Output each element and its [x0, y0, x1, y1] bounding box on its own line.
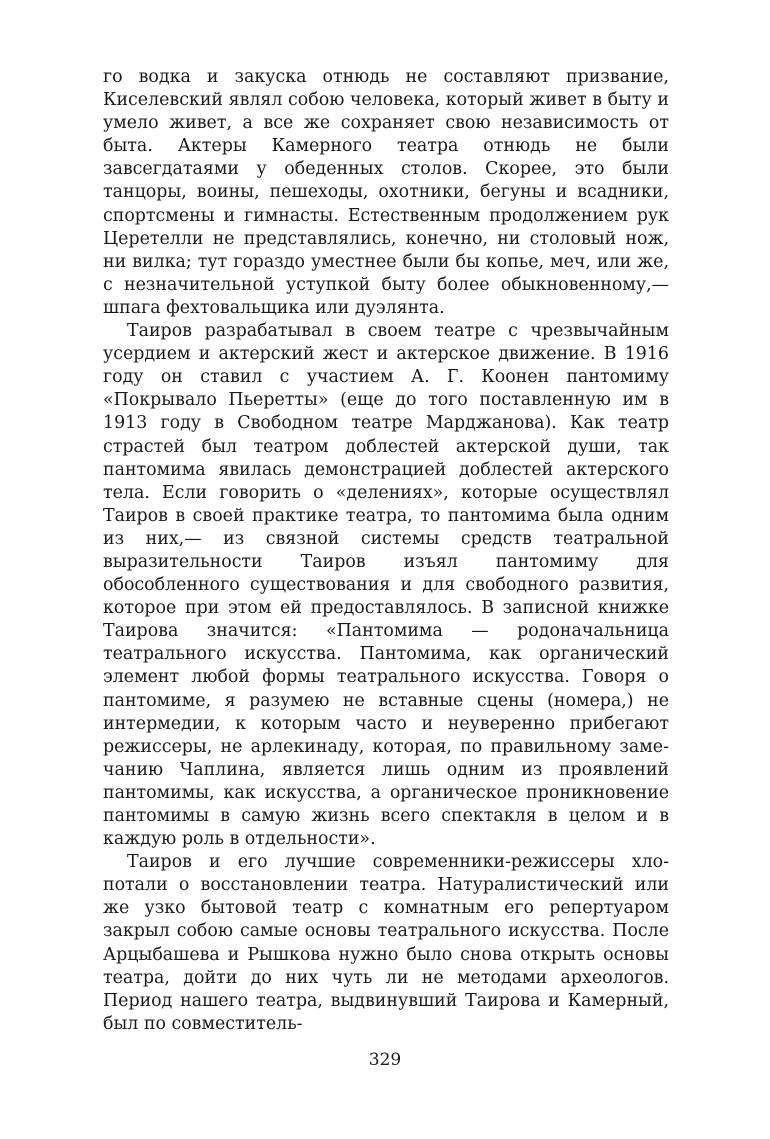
paragraph-1: го водка и закуска отнюдь не составляют призвание, Киселевский являл собою человека, который живет в быту и умело живет, а все же сохраняет свою независимость от быта. Актеры Камерного театра отнюдь не были завсегдатаями у обеденных столов. Скорее, это были танцоры, воины, пешеходы, охотники, бегуны и всадники, спортсмены и гимнасты. Естественным продолжением рук Церетелли не представлялись, конечно, ни столовый нож, ни вилка; тут гораздо уместнее были бы копье, меч, или же, с незначительной уступкой быту более обыкновенному,— шпага фехтовальщика или дуэлянта. [103, 67, 669, 318]
paragraph-3: Таиров и его лучшие современники-режиссеры хлопотали о восстановлении театра. Натуралистический или же узко бытовой театр с комнатным его репертуаром закрыл собою самые основы театрального искусства. После Арцыбашева и Рышкова нужно было снова открыть основы театра, дойти до них чуть ли не методами археологов. Период нашего театра, выдвинувший Таирова и Камерный, был по совместитель- [103, 852, 669, 1034]
page-body [103, 66, 669, 1036]
page-number: 329 [368, 1050, 402, 1070]
paragraph-2: Таиров разрабатывал в своем театре с чрезвычайным усердием и актерский жест и актерское движение. В 1916 году он ставил с участием А. Г. Коонен пантомиму «Покрывало Пьеретты» (еще до того поставленную им в 1913 году в Свободном театре Марджанова). Как театр страстей был театром доблестей актерской души, так пантомима явилась демонстрацией доблестей актерского тела. Если говорить о «делениях», которые осуществлял Таиров в своей практике театра, то пантомима была одним из них,— из связной системы средств театральной выразительности Таиров изъял пантомиму для обособленного существования и для свободного развития, которое при этом ей предоставлялось. В записной книжке Таирова значится: «Пантомима — родоначальница театрального искусства. Пантомима, как органический элемент любой формы театрального искусства. Говоря о пантомиме, я разумею не вставные сцены (номера,) не интермедии, к которым часто и неуверенно прибегают режиссеры, не арлекинаду, которая, по правильному замечанию Чаплина, является лишь одним из проявлений пантомимы, как искусства, а органическое проникновение пантомимы в самую жизнь всего спектакля в целом и в каждую роль в отдельности». [103, 321, 669, 850]
